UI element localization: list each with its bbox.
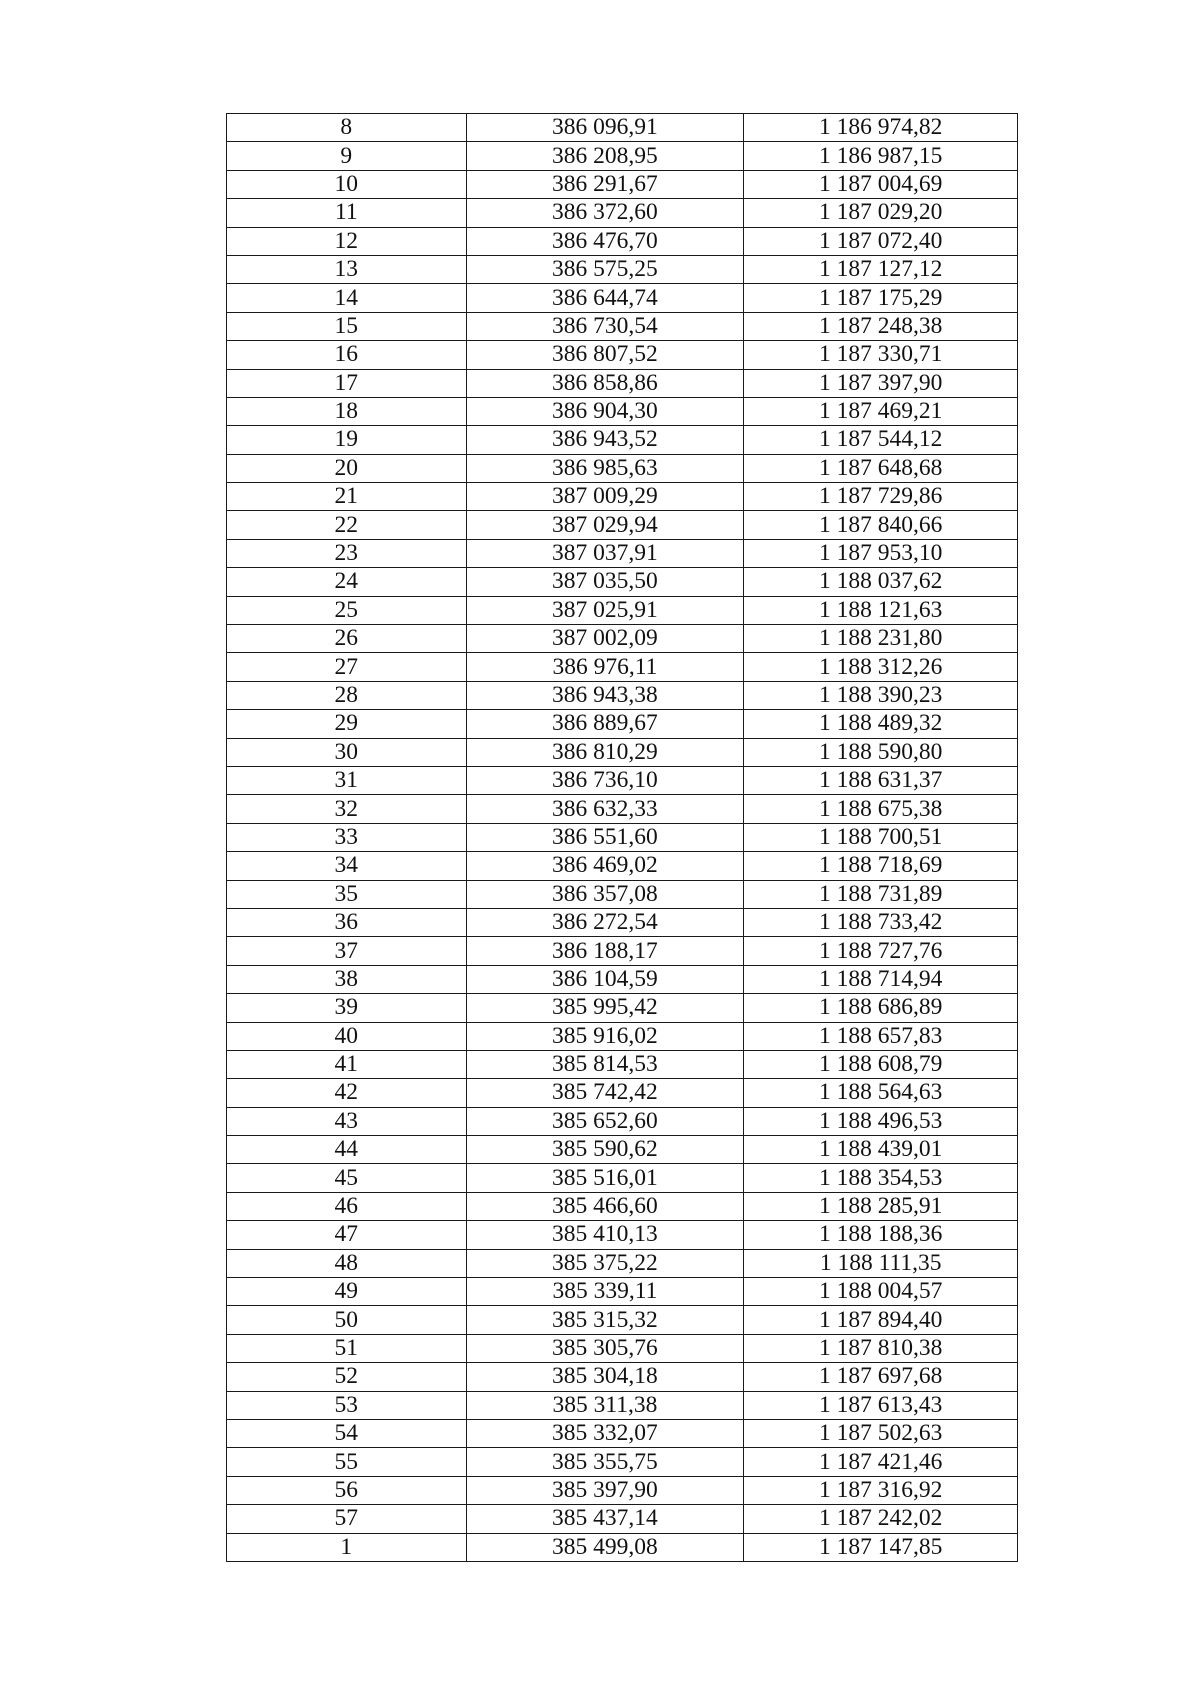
y-coordinate-cell: 1 188 496,53 — [744, 1107, 1018, 1135]
y-coordinate-cell: 1 187 248,38 — [744, 312, 1018, 340]
x-coordinate-cell: 385 355,75 — [466, 1448, 744, 1476]
point-number-cell: 39 — [227, 994, 467, 1022]
point-number-cell: 10 — [227, 170, 467, 198]
x-coordinate-cell: 387 002,09 — [466, 625, 744, 653]
y-coordinate-cell: 1 187 330,71 — [744, 341, 1018, 369]
y-coordinate-cell: 1 188 657,83 — [744, 1022, 1018, 1050]
x-coordinate-cell: 386 476,70 — [466, 227, 744, 255]
point-number-cell: 47 — [227, 1221, 467, 1249]
y-coordinate-cell: 1 187 953,10 — [744, 539, 1018, 567]
point-number-cell: 36 — [227, 908, 467, 936]
x-coordinate-cell: 385 397,90 — [466, 1476, 744, 1504]
table-row — [227, 738, 1018, 766]
x-coordinate-cell: 387 037,91 — [466, 539, 744, 567]
point-number-cell: 14 — [227, 284, 467, 312]
table-row — [227, 170, 1018, 198]
y-coordinate-cell: 1 188 714,94 — [744, 965, 1018, 993]
point-number-cell: 48 — [227, 1249, 467, 1277]
y-coordinate-cell: 1 188 354,53 — [744, 1164, 1018, 1192]
x-coordinate-cell: 385 916,02 — [466, 1022, 744, 1050]
x-coordinate-cell: 385 814,53 — [466, 1050, 744, 1078]
y-coordinate-cell: 1 188 004,57 — [744, 1278, 1018, 1306]
x-coordinate-cell: 386 730,54 — [466, 312, 744, 340]
point-number-cell: 19 — [227, 426, 467, 454]
y-coordinate-cell: 1 187 648,68 — [744, 454, 1018, 482]
point-number-cell: 41 — [227, 1050, 467, 1078]
y-coordinate-cell: 1 187 175,29 — [744, 284, 1018, 312]
x-coordinate-cell: 386 889,67 — [466, 710, 744, 738]
y-coordinate-cell: 1 187 242,02 — [744, 1505, 1018, 1533]
point-number-cell: 38 — [227, 965, 467, 993]
y-coordinate-cell: 1 187 127,12 — [744, 255, 1018, 283]
x-coordinate-cell: 385 499,08 — [466, 1533, 744, 1561]
x-coordinate-cell: 385 995,42 — [466, 994, 744, 1022]
y-coordinate-cell: 1 188 188,36 — [744, 1221, 1018, 1249]
point-number-cell: 35 — [227, 880, 467, 908]
x-coordinate-cell: 386 372,60 — [466, 199, 744, 227]
point-number-cell: 53 — [227, 1391, 467, 1419]
point-number-cell: 43 — [227, 1107, 467, 1135]
x-coordinate-cell: 387 025,91 — [466, 596, 744, 624]
table-row — [227, 454, 1018, 482]
y-coordinate-cell: 1 188 121,63 — [744, 596, 1018, 624]
y-coordinate-cell: 1 187 072,40 — [744, 227, 1018, 255]
x-coordinate-cell: 385 332,07 — [466, 1419, 744, 1447]
y-coordinate-cell: 1 187 316,92 — [744, 1476, 1018, 1504]
point-number-cell: 31 — [227, 766, 467, 794]
y-coordinate-cell: 1 188 727,76 — [744, 937, 1018, 965]
y-coordinate-cell: 1 188 564,63 — [744, 1079, 1018, 1107]
y-coordinate-cell: 1 188 675,38 — [744, 795, 1018, 823]
point-number-cell: 21 — [227, 483, 467, 511]
table-row — [227, 1334, 1018, 1362]
table-row — [227, 539, 1018, 567]
table-row — [227, 823, 1018, 851]
y-coordinate-cell: 1 188 733,42 — [744, 908, 1018, 936]
point-number-cell: 44 — [227, 1136, 467, 1164]
y-coordinate-cell: 1 188 590,80 — [744, 738, 1018, 766]
y-coordinate-cell: 1 186 987,15 — [744, 142, 1018, 170]
y-coordinate-cell: 1 188 111,35 — [744, 1249, 1018, 1277]
table-row — [227, 766, 1018, 794]
y-coordinate-cell: 1 188 731,89 — [744, 880, 1018, 908]
y-coordinate-cell: 1 187 810,38 — [744, 1334, 1018, 1362]
y-coordinate-cell: 1 186 974,82 — [744, 114, 1018, 142]
y-coordinate-cell: 1 188 312,26 — [744, 653, 1018, 681]
x-coordinate-cell: 386 575,25 — [466, 255, 744, 283]
y-coordinate-cell: 1 187 840,66 — [744, 511, 1018, 539]
point-number-cell: 56 — [227, 1476, 467, 1504]
x-coordinate-cell: 385 652,60 — [466, 1107, 744, 1135]
table-row — [227, 1164, 1018, 1192]
table-row — [227, 795, 1018, 823]
table-row — [227, 255, 1018, 283]
table-row — [227, 653, 1018, 681]
y-coordinate-cell: 1 188 439,01 — [744, 1136, 1018, 1164]
table-row — [227, 1391, 1018, 1419]
y-coordinate-cell: 1 187 613,43 — [744, 1391, 1018, 1419]
x-coordinate-cell: 386 632,33 — [466, 795, 744, 823]
x-coordinate-cell: 385 375,22 — [466, 1249, 744, 1277]
point-number-cell: 37 — [227, 937, 467, 965]
point-number-cell: 27 — [227, 653, 467, 681]
table-row — [227, 1533, 1018, 1561]
table-row — [227, 1136, 1018, 1164]
table-row — [227, 1505, 1018, 1533]
table-row — [227, 1022, 1018, 1050]
x-coordinate-cell: 387 009,29 — [466, 483, 744, 511]
table-row — [227, 852, 1018, 880]
x-coordinate-cell: 385 742,42 — [466, 1079, 744, 1107]
y-coordinate-cell: 1 188 231,80 — [744, 625, 1018, 653]
x-coordinate-cell: 385 304,18 — [466, 1363, 744, 1391]
table-row — [227, 1107, 1018, 1135]
table-row — [227, 199, 1018, 227]
y-coordinate-cell: 1 187 421,46 — [744, 1448, 1018, 1476]
point-number-cell: 9 — [227, 142, 467, 170]
point-number-cell: 25 — [227, 596, 467, 624]
y-coordinate-cell: 1 187 397,90 — [744, 369, 1018, 397]
table-row — [227, 994, 1018, 1022]
x-coordinate-cell: 386 096,91 — [466, 114, 744, 142]
point-number-cell: 52 — [227, 1363, 467, 1391]
x-coordinate-cell: 387 029,94 — [466, 511, 744, 539]
y-coordinate-cell: 1 187 544,12 — [744, 426, 1018, 454]
table-row — [227, 227, 1018, 255]
point-number-cell: 24 — [227, 568, 467, 596]
table-row — [227, 1419, 1018, 1447]
point-number-cell: 23 — [227, 539, 467, 567]
table-row — [227, 1278, 1018, 1306]
x-coordinate-cell: 385 516,01 — [466, 1164, 744, 1192]
table-row — [227, 596, 1018, 624]
y-coordinate-cell: 1 188 037,62 — [744, 568, 1018, 596]
point-number-cell: 49 — [227, 1278, 467, 1306]
x-coordinate-cell: 386 736,10 — [466, 766, 744, 794]
x-coordinate-cell: 385 339,11 — [466, 1278, 744, 1306]
y-coordinate-cell: 1 188 489,32 — [744, 710, 1018, 738]
table-row — [227, 142, 1018, 170]
point-number-cell: 20 — [227, 454, 467, 482]
y-coordinate-cell: 1 188 686,89 — [744, 994, 1018, 1022]
table-row — [227, 1476, 1018, 1504]
table-row — [227, 1448, 1018, 1476]
point-number-cell: 50 — [227, 1306, 467, 1334]
coordinates-table — [226, 113, 1018, 1562]
point-number-cell: 40 — [227, 1022, 467, 1050]
point-number-cell: 22 — [227, 511, 467, 539]
x-coordinate-cell: 386 272,54 — [466, 908, 744, 936]
x-coordinate-cell: 386 985,63 — [466, 454, 744, 482]
x-coordinate-cell: 386 858,86 — [466, 369, 744, 397]
point-number-cell: 42 — [227, 1079, 467, 1107]
y-coordinate-cell: 1 188 285,91 — [744, 1192, 1018, 1220]
x-coordinate-cell: 385 315,32 — [466, 1306, 744, 1334]
point-number-cell: 16 — [227, 341, 467, 369]
table-row — [227, 114, 1018, 142]
y-coordinate-cell: 1 187 004,69 — [744, 170, 1018, 198]
table-row — [227, 681, 1018, 709]
y-coordinate-cell: 1 187 502,63 — [744, 1419, 1018, 1447]
point-number-cell: 29 — [227, 710, 467, 738]
y-coordinate-cell: 1 188 390,23 — [744, 681, 1018, 709]
table-row — [227, 426, 1018, 454]
point-number-cell: 15 — [227, 312, 467, 340]
x-coordinate-cell: 386 810,29 — [466, 738, 744, 766]
point-number-cell: 46 — [227, 1192, 467, 1220]
point-number-cell: 45 — [227, 1164, 467, 1192]
point-number-cell: 32 — [227, 795, 467, 823]
point-number-cell: 26 — [227, 625, 467, 653]
y-coordinate-cell: 1 187 147,85 — [744, 1533, 1018, 1561]
y-coordinate-cell: 1 188 718,69 — [744, 852, 1018, 880]
x-coordinate-cell: 385 410,13 — [466, 1221, 744, 1249]
table-row — [227, 369, 1018, 397]
point-number-cell: 30 — [227, 738, 467, 766]
point-number-cell: 12 — [227, 227, 467, 255]
table-row — [227, 312, 1018, 340]
table-row — [227, 1249, 1018, 1277]
point-number-cell: 57 — [227, 1505, 467, 1533]
table-row — [227, 397, 1018, 425]
table-row — [227, 511, 1018, 539]
x-coordinate-cell: 385 311,38 — [466, 1391, 744, 1419]
point-number-cell: 13 — [227, 255, 467, 283]
point-number-cell: 33 — [227, 823, 467, 851]
y-coordinate-cell: 1 187 729,86 — [744, 483, 1018, 511]
x-coordinate-cell: 386 943,52 — [466, 426, 744, 454]
table-row — [227, 1221, 1018, 1249]
y-coordinate-cell: 1 187 697,68 — [744, 1363, 1018, 1391]
point-number-cell: 11 — [227, 199, 467, 227]
x-coordinate-cell: 386 104,59 — [466, 965, 744, 993]
x-coordinate-cell: 386 208,95 — [466, 142, 744, 170]
x-coordinate-cell: 385 590,62 — [466, 1136, 744, 1164]
y-coordinate-cell: 1 188 608,79 — [744, 1050, 1018, 1078]
y-coordinate-cell: 1 187 469,21 — [744, 397, 1018, 425]
table-row — [227, 1192, 1018, 1220]
table-row — [227, 880, 1018, 908]
table-row — [227, 1050, 1018, 1078]
x-coordinate-cell: 387 035,50 — [466, 568, 744, 596]
x-coordinate-cell: 385 466,60 — [466, 1192, 744, 1220]
x-coordinate-cell: 386 469,02 — [466, 852, 744, 880]
y-coordinate-cell: 1 187 029,20 — [744, 199, 1018, 227]
x-coordinate-cell: 386 644,74 — [466, 284, 744, 312]
y-coordinate-cell: 1 188 631,37 — [744, 766, 1018, 794]
table-row — [227, 341, 1018, 369]
table-row — [227, 1306, 1018, 1334]
point-number-cell: 54 — [227, 1419, 467, 1447]
table-row — [227, 908, 1018, 936]
table-row — [227, 1079, 1018, 1107]
x-coordinate-cell: 386 551,60 — [466, 823, 744, 851]
table-row — [227, 965, 1018, 993]
x-coordinate-cell: 386 291,67 — [466, 170, 744, 198]
x-coordinate-cell: 386 807,52 — [466, 341, 744, 369]
table-row — [227, 937, 1018, 965]
point-number-cell: 34 — [227, 852, 467, 880]
y-coordinate-cell: 1 187 894,40 — [744, 1306, 1018, 1334]
point-number-cell: 17 — [227, 369, 467, 397]
point-number-cell: 18 — [227, 397, 467, 425]
table-row — [227, 710, 1018, 738]
y-coordinate-cell: 1 188 700,51 — [744, 823, 1018, 851]
coordinates-table-body — [227, 114, 1018, 1562]
point-number-cell: 1 — [227, 1533, 467, 1561]
x-coordinate-cell: 386 976,11 — [466, 653, 744, 681]
x-coordinate-cell: 386 943,38 — [466, 681, 744, 709]
point-number-cell: 55 — [227, 1448, 467, 1476]
x-coordinate-cell: 386 357,08 — [466, 880, 744, 908]
point-number-cell: 51 — [227, 1334, 467, 1362]
x-coordinate-cell: 385 305,76 — [466, 1334, 744, 1362]
x-coordinate-cell: 385 437,14 — [466, 1505, 744, 1533]
table-row — [227, 625, 1018, 653]
point-number-cell: 8 — [227, 114, 467, 142]
x-coordinate-cell: 386 904,30 — [466, 397, 744, 425]
table-row — [227, 483, 1018, 511]
table-row — [227, 284, 1018, 312]
x-coordinate-cell: 386 188,17 — [466, 937, 744, 965]
table-row — [227, 568, 1018, 596]
table-row — [227, 1363, 1018, 1391]
point-number-cell: 28 — [227, 681, 467, 709]
